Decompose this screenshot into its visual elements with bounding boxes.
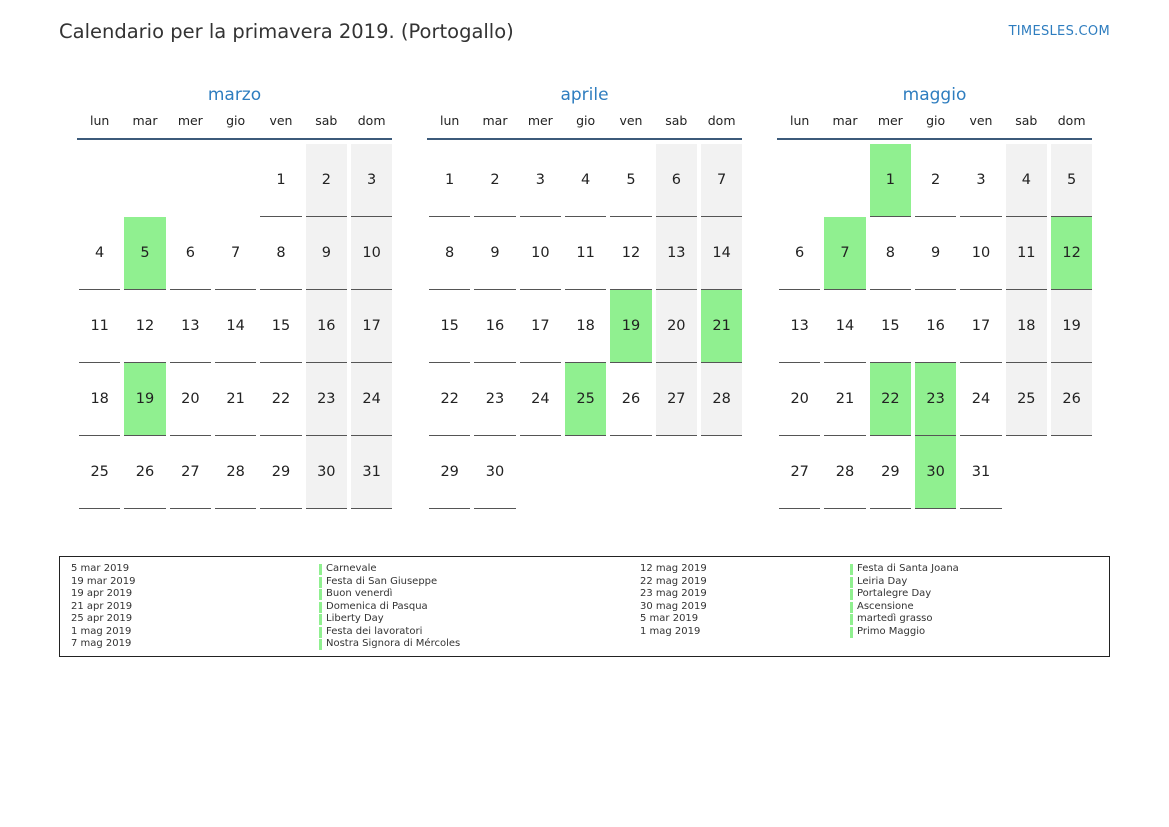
holiday-day-cell [608, 290, 653, 363]
empty-day-cell [213, 144, 258, 217]
day-number: 13 [170, 290, 211, 363]
day-number: 2 [474, 144, 515, 217]
legend-entry: 21 apr 2019 [71, 600, 133, 612]
day-number: 10 [960, 217, 1001, 290]
day-number: 24 [351, 363, 392, 436]
day-number: 14 [215, 290, 256, 363]
weekday-label: lun [790, 113, 810, 128]
day-number: 13 [656, 217, 697, 290]
day-number: 17 [960, 290, 1001, 363]
legend-entry: 25 apr 2019 [71, 613, 133, 624]
day-cell [168, 217, 213, 290]
day-cell [822, 363, 867, 436]
weekday-label: mer [877, 113, 903, 128]
day-number: 15 [870, 290, 911, 363]
day-cell [1004, 144, 1049, 217]
day-number: 2 [915, 144, 956, 217]
day-number: 11 [565, 217, 606, 290]
legend-entry: Primo Maggio [850, 626, 959, 639]
day-cell [304, 363, 349, 436]
day-cell [258, 290, 303, 363]
day-number: 28 [701, 363, 742, 436]
day-number: 9 [306, 217, 347, 290]
day-number: 30 [474, 436, 515, 509]
day-number: 11 [1006, 217, 1047, 290]
day-number: 1 [429, 144, 470, 217]
holiday-day-cell [822, 217, 867, 290]
day-number: 22 [429, 363, 470, 436]
day-number: 18 [1006, 290, 1047, 363]
weekday-header [777, 108, 1092, 140]
day-number: 16 [915, 290, 956, 363]
day-number: 19 [610, 290, 651, 363]
legend-entry: Festa dei lavoratori [319, 626, 460, 639]
day-cell [868, 290, 913, 363]
legend-entry: 19 mar 2019 [71, 575, 136, 587]
day-cell [427, 144, 472, 217]
day-number: 21 [215, 363, 256, 436]
day-number: 22 [870, 363, 911, 436]
day-number: 7 [215, 217, 256, 290]
day-cell [258, 144, 303, 217]
day-number: 1 [870, 144, 911, 217]
legend-entry: 1 mag 2019 [71, 625, 132, 637]
weekday-label: mer [527, 113, 553, 128]
legend-entry: Leiria Day [850, 576, 959, 589]
day-cell [699, 144, 744, 217]
day-number: 29 [870, 436, 911, 509]
weekday-label: gio [226, 113, 246, 128]
day-cell [349, 363, 394, 436]
day-cell [77, 290, 122, 363]
legend-entry: 5 mar 2019 [640, 613, 699, 624]
day-number: 23 [306, 363, 347, 436]
day-number: 19 [124, 363, 165, 436]
day-number: 24 [520, 363, 561, 436]
weekday-label: dom [1057, 113, 1086, 128]
day-number: 8 [870, 217, 911, 290]
weekday-label: dom [707, 113, 736, 128]
day-cell [913, 144, 958, 217]
day-number: 10 [351, 217, 392, 290]
weekday-label: sab [315, 113, 338, 128]
legend-dates-right [640, 563, 707, 638]
day-cell [258, 363, 303, 436]
day-number: 31 [960, 436, 1001, 509]
site-link[interactable]: TIMESLES.COM [1008, 24, 1110, 39]
day-cell [472, 144, 517, 217]
day-cell [822, 290, 867, 363]
day-cell [518, 290, 563, 363]
day-number: 12 [124, 290, 165, 363]
month-name: marzo [207, 85, 262, 105]
day-number: 6 [170, 217, 211, 290]
legend-entry: Carnevale [319, 563, 460, 576]
day-number: 6 [779, 217, 820, 290]
day-number: 26 [1051, 363, 1092, 436]
empty-day-cell [122, 144, 167, 217]
day-number: 7 [824, 217, 865, 290]
month-name: maggio [902, 85, 967, 105]
day-number: 25 [1006, 363, 1047, 436]
day-cell [1049, 363, 1094, 436]
day-number: 23 [474, 363, 515, 436]
day-cell [868, 217, 913, 290]
day-cell [699, 363, 744, 436]
day-cell [472, 290, 517, 363]
day-number: 30 [915, 436, 956, 509]
empty-day-cell [777, 144, 822, 217]
day-cell [608, 144, 653, 217]
legend-entry: 23 mag 2019 [640, 588, 707, 599]
weekday-label: mar [132, 113, 158, 128]
day-number: 28 [824, 436, 865, 509]
day-cell [349, 290, 394, 363]
day-cell [608, 217, 653, 290]
day-number: 21 [824, 363, 865, 436]
holiday-day-cell [868, 144, 913, 217]
day-cell [349, 436, 394, 509]
day-number: 8 [260, 217, 301, 290]
day-number: 20 [170, 363, 211, 436]
legend-entry: Liberty Day [319, 613, 460, 626]
day-number: 28 [215, 436, 256, 509]
day-cell [958, 436, 1003, 509]
day-number: 26 [610, 363, 651, 436]
day-cell [304, 436, 349, 509]
legend-names-right [850, 563, 959, 638]
day-number: 3 [960, 144, 1001, 217]
legend-entry: Festa di Santa Joana [850, 563, 959, 576]
day-number: 8 [429, 217, 470, 290]
day-number: 22 [260, 363, 301, 436]
day-cell [1004, 290, 1049, 363]
day-cell [1049, 290, 1094, 363]
day-cell [122, 436, 167, 509]
legend-entry: martedì grasso [850, 613, 959, 626]
month-march [77, 84, 392, 509]
holiday-day-cell [1049, 217, 1094, 290]
weekday-label: ven [969, 113, 993, 128]
day-cell [168, 363, 213, 436]
day-cell [472, 217, 517, 290]
day-number: 10 [520, 217, 561, 290]
holiday-legend [59, 556, 1110, 657]
empty-day-cell [822, 144, 867, 217]
holiday-day-cell [868, 363, 913, 436]
empty-day-cell [168, 144, 213, 217]
day-cell [777, 436, 822, 509]
day-number: 15 [260, 290, 301, 363]
month-may [777, 84, 1092, 509]
day-number: 17 [520, 290, 561, 363]
day-number: 9 [915, 217, 956, 290]
day-cell [777, 290, 822, 363]
day-number: 20 [779, 363, 820, 436]
day-number: 6 [656, 144, 697, 217]
day-number: 4 [79, 217, 120, 290]
day-number: 23 [915, 363, 956, 436]
day-cell [168, 290, 213, 363]
day-cell [1004, 217, 1049, 290]
day-cell [122, 290, 167, 363]
legend-entry: 22 mag 2019 [640, 575, 707, 587]
day-number: 5 [124, 217, 165, 290]
day-number: 15 [429, 290, 470, 363]
day-cell [777, 217, 822, 290]
day-cell [427, 290, 472, 363]
legend-entry: 5 mar 2019 [71, 563, 130, 574]
day-cell [1049, 144, 1094, 217]
day-number: 3 [351, 144, 392, 217]
legend-entry: Ascensione [850, 601, 959, 614]
holiday-day-cell [122, 363, 167, 436]
day-number: 13 [779, 290, 820, 363]
day-cell [518, 363, 563, 436]
weekday-label: dom [357, 113, 386, 128]
day-cell [518, 144, 563, 217]
weekday-label: lun [440, 113, 460, 128]
day-number: 27 [779, 436, 820, 509]
day-cell [777, 363, 822, 436]
weekday-label: ven [269, 113, 293, 128]
day-number: 7 [701, 144, 742, 217]
day-number: 3 [520, 144, 561, 217]
day-cell [258, 217, 303, 290]
day-cell [213, 290, 258, 363]
day-cell [427, 363, 472, 436]
weekday-header [77, 108, 392, 140]
day-cell [472, 363, 517, 436]
day-number: 31 [351, 436, 392, 509]
holiday-day-cell [913, 363, 958, 436]
day-number: 29 [429, 436, 470, 509]
day-number: 18 [565, 290, 606, 363]
day-number: 29 [260, 436, 301, 509]
day-cell [913, 217, 958, 290]
legend-dates-left [71, 563, 136, 651]
day-number: 4 [1006, 144, 1047, 217]
day-number: 14 [701, 217, 742, 290]
day-cell [518, 217, 563, 290]
day-number: 21 [701, 290, 742, 363]
page-title: Calendario per la primavera 2019. (Portogallo) [59, 20, 514, 43]
day-cell [213, 217, 258, 290]
holiday-day-cell [122, 217, 167, 290]
day-cell [654, 290, 699, 363]
empty-day-cell [77, 144, 122, 217]
day-number: 26 [124, 436, 165, 509]
day-number: 17 [351, 290, 392, 363]
day-number: 12 [610, 217, 651, 290]
weekday-label: mar [482, 113, 508, 128]
month-name: aprile [560, 85, 609, 105]
day-grid [427, 144, 742, 509]
legend-entry: Festa di San Giuseppe [319, 576, 460, 589]
day-cell [822, 436, 867, 509]
weekday-label: mar [832, 113, 858, 128]
day-cell [213, 363, 258, 436]
day-cell [1004, 363, 1049, 436]
day-number: 11 [79, 290, 120, 363]
legend-names-left [319, 563, 460, 651]
day-number: 16 [306, 290, 347, 363]
weekday-label: mer [177, 113, 203, 128]
day-number: 19 [1051, 290, 1092, 363]
legend-entry: Buon venerdì [319, 588, 460, 601]
day-number: 27 [656, 363, 697, 436]
day-cell [168, 436, 213, 509]
weekday-label: sab [665, 113, 688, 128]
day-cell [349, 217, 394, 290]
month-april [427, 84, 742, 509]
day-cell [563, 217, 608, 290]
day-cell [654, 144, 699, 217]
day-number: 4 [565, 144, 606, 217]
day-cell [608, 363, 653, 436]
weekday-header [427, 108, 742, 140]
day-cell [958, 217, 1003, 290]
day-cell [258, 436, 303, 509]
day-number: 25 [565, 363, 606, 436]
legend-entry: Domenica di Pasqua [319, 601, 460, 614]
day-number: 14 [824, 290, 865, 363]
day-cell [472, 436, 517, 509]
day-cell [77, 217, 122, 290]
day-number: 18 [79, 363, 120, 436]
holiday-day-cell [563, 363, 608, 436]
holiday-day-cell [699, 290, 744, 363]
legend-entry: 19 apr 2019 [71, 588, 133, 599]
day-cell [654, 363, 699, 436]
day-grid [777, 144, 1092, 509]
legend-entry: 12 mag 2019 [640, 563, 707, 574]
day-cell [304, 217, 349, 290]
day-number: 9 [474, 217, 515, 290]
day-cell [958, 363, 1003, 436]
day-cell [958, 144, 1003, 217]
weekday-label: ven [619, 113, 643, 128]
legend-entry: 7 mag 2019 [71, 638, 132, 649]
legend-entry: 1 mag 2019 [640, 625, 701, 637]
day-number: 24 [960, 363, 1001, 436]
day-number: 20 [656, 290, 697, 363]
day-cell [699, 217, 744, 290]
day-number: 16 [474, 290, 515, 363]
day-cell [868, 436, 913, 509]
day-cell [427, 217, 472, 290]
day-cell [913, 290, 958, 363]
day-number: 25 [79, 436, 120, 509]
day-number: 12 [1051, 217, 1092, 290]
holiday-day-cell [913, 436, 958, 509]
weekday-label: gio [926, 113, 946, 128]
day-number: 1 [260, 144, 301, 217]
legend-entry: Nostra Signora di Mércoles [319, 638, 460, 651]
day-cell [427, 436, 472, 509]
day-cell [77, 436, 122, 509]
day-number: 5 [1051, 144, 1092, 217]
day-number: 2 [306, 144, 347, 217]
day-cell [213, 436, 258, 509]
day-number: 5 [610, 144, 651, 217]
day-cell [349, 144, 394, 217]
day-cell [654, 217, 699, 290]
day-grid [77, 144, 392, 509]
day-cell [77, 363, 122, 436]
weekday-label: lun [90, 113, 110, 128]
day-cell [304, 144, 349, 217]
day-number: 30 [306, 436, 347, 509]
day-cell [304, 290, 349, 363]
day-cell [563, 144, 608, 217]
day-cell [958, 290, 1003, 363]
weekday-label: gio [576, 113, 596, 128]
day-cell [563, 290, 608, 363]
legend-entry: Portalegre Day [850, 588, 959, 601]
legend-entry: 30 mag 2019 [640, 600, 707, 612]
weekday-label: sab [1015, 113, 1038, 128]
day-number: 27 [170, 436, 211, 509]
